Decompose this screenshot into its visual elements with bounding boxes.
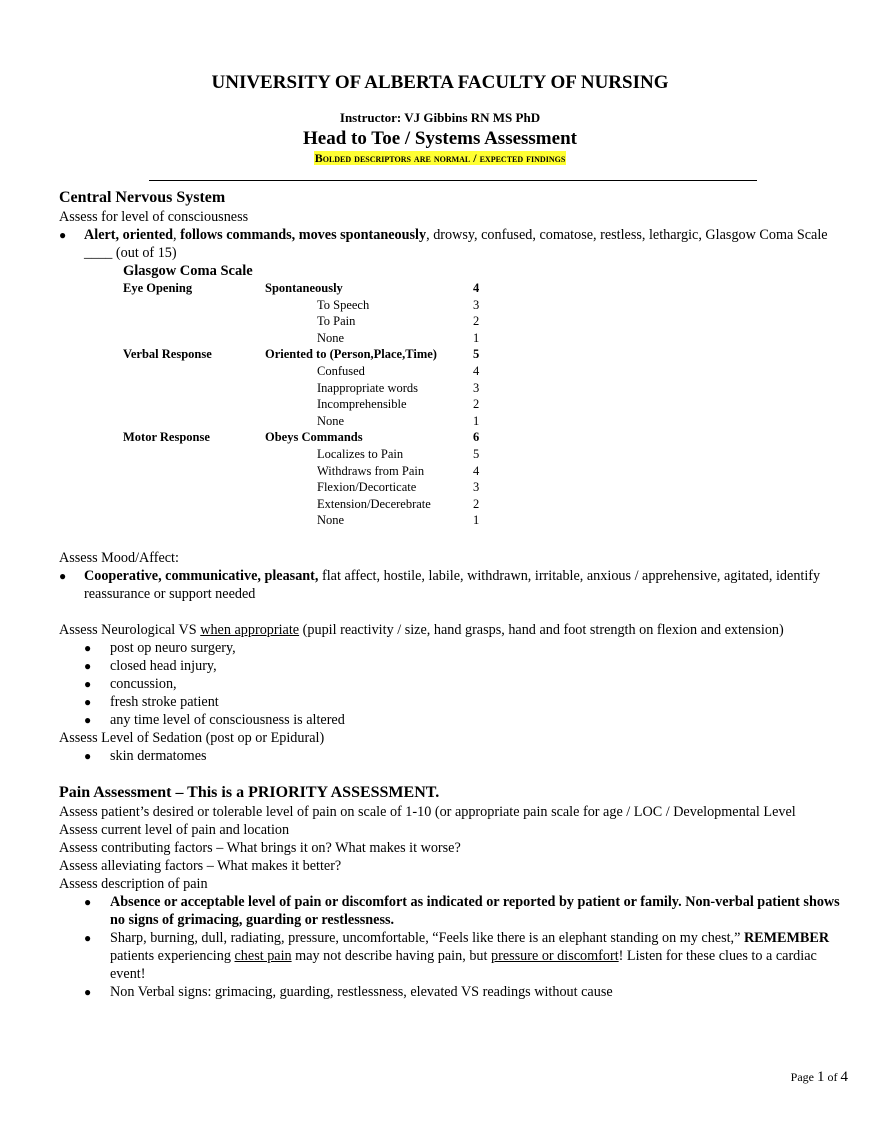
- mood-rest: flat affect, hostile, labile, withdrawn, irritable, anxious / apprehensive, agitated, identify reassurance or support needed: [84, 567, 821, 602]
- gcs-response: Withdraws from Pain: [317, 463, 425, 478]
- mood-bullet: [59, 567, 849, 603]
- gcs-response: To Pain: [317, 314, 356, 329]
- neuro-vs-paragraph: Assess Neurological VS when appropriate (pupil reactivity / size, hand grasps, hand and foot strength on flexion and extension): [59, 621, 784, 638]
- instructor-line: Instructor: VJ Gibbins RN MS PhD: [339, 110, 541, 125]
- gcs-score: 4: [473, 363, 480, 378]
- gcs-row: [59, 446, 849, 463]
- list-item: ● post op neuro surgery,: [59, 639, 849, 657]
- gcs-score: 4: [473, 463, 480, 478]
- gcs-response: Flexion/Decorticate: [317, 480, 417, 495]
- loc-bullet: [59, 226, 849, 262]
- gcs-row: [59, 496, 849, 513]
- pain-heading: Pain Assessment – This is a PRIORITY ASSESSMENT.: [59, 783, 440, 801]
- gcs-score: 5: [473, 446, 480, 461]
- loc-bold-1: Alert, oriented: [84, 227, 174, 243]
- pain-line: Assess patient’s desired or tolerable level of pain on scale of 1-10 (or appropriate pain scale for age / LOC / Developmental Level: [59, 803, 796, 820]
- gcs-row: [59, 280, 849, 297]
- gcs-row: [59, 313, 849, 330]
- sedation-list: [59, 747, 849, 765]
- gcs-response: Localizes to Pain: [317, 446, 404, 461]
- gcs-row: [59, 297, 849, 314]
- gcs-row: [59, 396, 849, 413]
- gcs-score: 2: [473, 397, 480, 412]
- gcs-score: 2: [473, 314, 480, 329]
- highlight-note-text: Bolded descriptors are normal / expected findings: [314, 151, 566, 165]
- gcs-category: Eye Opening: [123, 281, 193, 295]
- highlight-note: [0, 151, 880, 166]
- list-item: ● concussion,: [59, 675, 849, 693]
- loc-label: Assess for level of consciousness: [59, 209, 249, 225]
- gcs-row: [59, 380, 849, 397]
- document-title: Head to Toe / Systems Assessment: [303, 128, 577, 149]
- when-appropriate: when appropriate: [200, 621, 300, 638]
- pain-bullet-nonverbal: ● Non Verbal signs: grimacing, guarding, restlessness, elevated VS readings without cause: [59, 983, 849, 1001]
- pain-bullet-normal: ● Absence or acceptable level of pain or discomfort as indicated or reported by patient or family. Non-verbal patient shows no signs of grimacing, guarding or restlessness.: [59, 893, 849, 929]
- gcs-score: 3: [473, 380, 480, 395]
- page-footer: Page 1 of 4: [790, 1069, 848, 1085]
- gcs-score: 4: [473, 281, 480, 295]
- list-item: ● skin dermatomes: [59, 747, 849, 765]
- gcs-response: Incomprehensible: [317, 397, 407, 412]
- list-item: ● any time level of consciousness is altered: [59, 711, 849, 729]
- sedation-label: Assess Level of Sedation (post op or Epidural): [59, 729, 325, 746]
- gcs-response: Spontaneously: [265, 281, 343, 295]
- gcs-category: Motor Response: [123, 430, 210, 445]
- neuro-list: [59, 639, 849, 729]
- pain-bullet-description: ● Sharp, burning, dull, radiating, pressure, uncomfortable, “Feels like there is an elephant standing on my chest,” REMEMBER patients experiencing chest pain may not describe having pain, but pressure or discomfort! Listen for these clues to a cardiac event!: [59, 929, 849, 983]
- pain-line: Assess alleviating factors – What makes it better?: [59, 857, 342, 874]
- list-item: ● closed head injury,: [59, 657, 849, 675]
- pain-line: Assess current level of pain and location: [59, 821, 290, 838]
- loc-sep: ,: [173, 227, 181, 243]
- gcs-row: [59, 463, 849, 480]
- mood-bold: Cooperative, communicative, pleasant,: [84, 567, 319, 584]
- gcs-score: 6: [473, 430, 480, 445]
- gcs-row: [59, 330, 849, 347]
- gcs-row: [59, 479, 849, 496]
- gcs-response: Inappropriate words: [317, 380, 419, 395]
- gcs-score: 2: [473, 496, 480, 511]
- gcs-title: Glasgow Coma Scale: [123, 263, 253, 279]
- gcs-response: Oriented to (Person,Place,Time): [265, 347, 437, 362]
- gcs-row: [59, 429, 849, 446]
- gcs-response: None: [317, 413, 345, 428]
- gcs-score: 1: [473, 513, 480, 528]
- gcs-score: 3: [473, 480, 480, 495]
- loc-rest: , drowsy, confused, comatose, restless, lethargic, Glasgow Coma Scale ____ (out of 15): [84, 227, 828, 261]
- gcs-response: To Speech: [317, 297, 370, 312]
- gcs-score: 5: [473, 347, 480, 362]
- gcs-score: 3: [473, 297, 480, 312]
- gcs-response: Extension/Decerebrate: [317, 496, 431, 511]
- list-item: ● fresh stroke patient: [59, 693, 849, 711]
- loc-bold-2: follows commands, moves spontaneously: [180, 227, 427, 243]
- gcs-response: None: [317, 513, 345, 528]
- gcs-table: [59, 280, 849, 529]
- document-body: [59, 188, 849, 1001]
- university-heading: UNIVERSITY OF ALBERTA FACULTY OF NURSING: [211, 72, 669, 93]
- mood-label: Assess Mood/Affect:: [59, 549, 179, 566]
- gcs-category: Verbal Response: [123, 347, 212, 362]
- gcs-row: [59, 363, 849, 380]
- horizontal-rule: [149, 180, 757, 181]
- gcs-response: Obeys Commands: [265, 430, 363, 445]
- gcs-response: Confused: [317, 363, 365, 378]
- gcs-row: [59, 346, 849, 363]
- gcs-score: 1: [473, 413, 480, 428]
- gcs-row: [59, 413, 849, 430]
- gcs-response: None: [317, 330, 345, 345]
- gcs-row: [59, 512, 849, 529]
- gcs-score: 1: [473, 330, 480, 345]
- pain-line: Assess description of pain: [59, 875, 208, 892]
- cns-heading: Central Nervous System: [59, 189, 226, 206]
- pain-lines: [59, 803, 849, 893]
- pain-line: Assess contributing factors – What brings it on? What makes it worse?: [59, 839, 461, 856]
